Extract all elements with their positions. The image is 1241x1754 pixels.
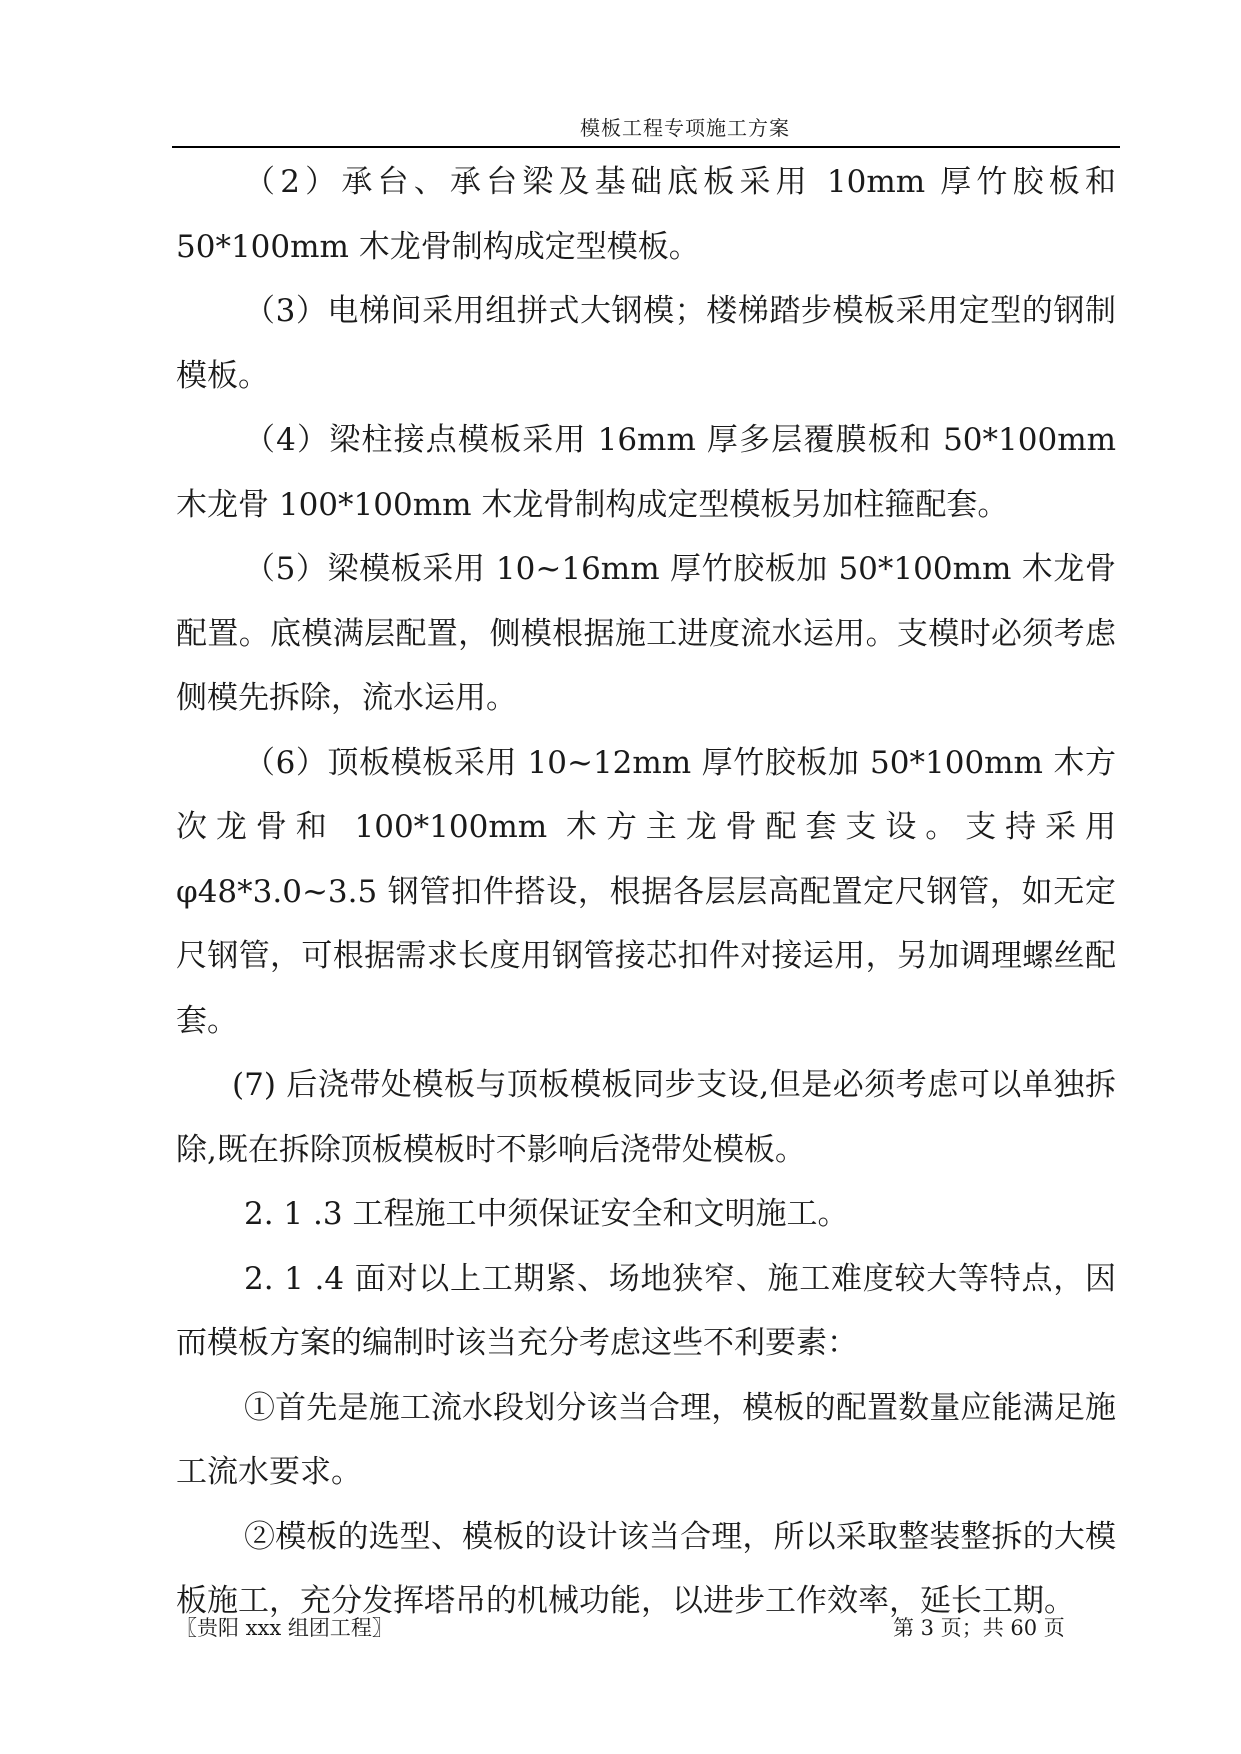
list-item-1: ①首先是施工流水段划分该当合理，模板的配置数量应能满足施工流水要求。 bbox=[176, 1389, 1116, 1490]
list-item-2: ②模板的选型、模板的设计该当合理，所以采取整装整拆的大模板施工，充分发挥塔吊的机械功能，以进步工作效率，延长工期。 bbox=[176, 1518, 1116, 1619]
paragraph-6: （6）顶板模板采用 10~12mm 厚竹胶板加 50*100mm 木方次龙骨和 100*100mm 木方主龙骨配套支设。支持采用 φ48*3.0~3.5 钢管扣件搭设，根据各层层高配置定尺钢管，如无定尺钢管，可根据需求长度用钢管接芯扣件对接运用，另加调理螺丝配套。 bbox=[176, 744, 1116, 1039]
header-title: 模板工程专项施工方案 bbox=[580, 116, 790, 140]
paragraph-2: （2）承台、承台梁及基础底板采用 10mm 厚竹胶板和 50*100mm 木龙骨制构成定型模板。 bbox=[176, 164, 1116, 265]
paragraph-7: (7) 后浇带处模板与顶板模板同步支设,但是必须考虑可以单独拆除,既在拆除顶板模板时不影响后浇带处模板。 bbox=[176, 1067, 1116, 1168]
header-rule bbox=[172, 146, 1120, 148]
section-2-1-4: 2. 1 .4 面对以上工期紧、场地狭窄、施工难度较大等特点，因而模板方案的编制时该当充分考虑这些不利要素： bbox=[176, 1260, 1116, 1361]
section-2-1-3: 2. 1 .3 工程施工中须保证安全和文明施工。 bbox=[244, 1196, 849, 1232]
footer-project-name: 〖贵阳 xxx 组团工程〗 bbox=[176, 1616, 393, 1640]
paragraph-5: （5）梁模板采用 10~16mm 厚竹胶板加 50*100mm 木龙骨配置。底模满层配置，侧模根据施工进度流水运用。支模时必须考虑侧模先拆除，流水运用。 bbox=[176, 551, 1116, 716]
footer-page-number: 第 3 页；共 60 页 bbox=[893, 1616, 1065, 1640]
paragraph-3: （3）电梯间采用组拼式大钢模；楼梯踏步模板采用定型的钢制模板。 bbox=[176, 293, 1116, 394]
paragraph-4: （4）梁柱接点模板采用 16mm 厚多层覆膜板和 50*100mm 木龙骨 100*100mm 木龙骨制构成定型模板另加柱箍配套。 bbox=[176, 422, 1116, 523]
document-body bbox=[176, 150, 1116, 1634]
